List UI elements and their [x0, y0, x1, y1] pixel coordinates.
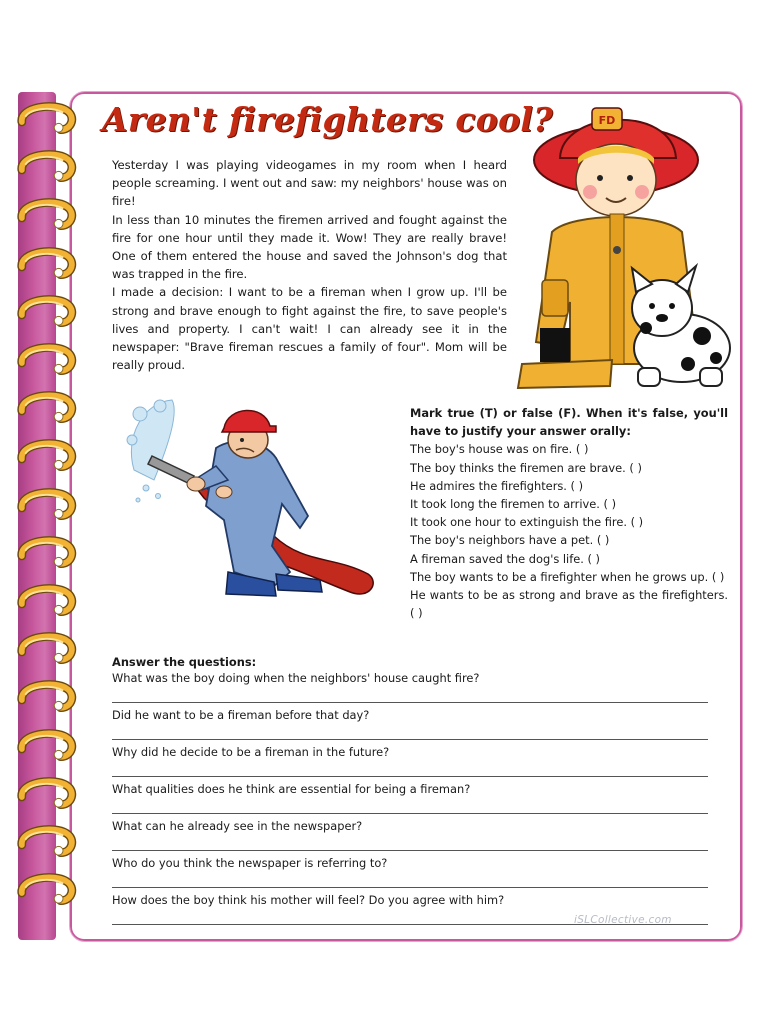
fireman-hose-illustration	[124, 396, 382, 614]
question-text: Who do you think the newspaper is referring to?	[112, 856, 388, 870]
binder-ring-icon	[16, 100, 78, 140]
binder-ring-icon	[16, 823, 78, 863]
binder-ring-icon	[16, 293, 78, 333]
binder-ring-icon	[16, 534, 78, 574]
question-item	[112, 819, 712, 856]
question-item	[112, 856, 712, 893]
true-false-item: A fireman saved the dog's life. ( )	[410, 551, 600, 566]
true-false-item: The boy's neighbors have a pet. ( )	[410, 533, 610, 548]
watermark: iSLCollective.com	[574, 914, 672, 926]
binder-ring-icon	[16, 727, 78, 767]
true-false-item: The boy's house was on fire. ( )	[410, 442, 589, 457]
true-false-item: He wants to be as strong and brave as the firefighters. ( )	[410, 588, 728, 621]
true-false-list	[410, 440, 728, 622]
answer-line[interactable]	[112, 850, 708, 851]
answer-line[interactable]	[112, 702, 708, 703]
question-text: What was the boy doing when the neighbors' house caught fire?	[112, 671, 480, 685]
true-false-item: He admires the firefighters. ( )	[410, 478, 584, 493]
true-false-item: The boy thinks the firemen are brave. ( )	[410, 460, 642, 475]
binder-ring-icon	[16, 245, 78, 285]
binder-ring-icon	[16, 582, 78, 622]
binder-ring-icon	[16, 437, 78, 477]
question-text: Did he want to be a fireman before that day?	[112, 708, 370, 722]
answer-line[interactable]	[112, 776, 708, 777]
question-item	[112, 708, 712, 745]
binder-ring-icon	[16, 486, 78, 526]
story-text	[112, 156, 507, 374]
question-text: How does the boy think his mother will feel? Do you agree with him?	[112, 893, 505, 907]
question-item	[112, 671, 712, 708]
binder-ring-icon	[16, 630, 78, 670]
boy-firefighter-illustration	[512, 102, 740, 396]
true-false-item: The boy wants to be a firefighter when he grows up. ( )	[410, 569, 725, 584]
binder-ring-icon	[16, 389, 78, 429]
binder-ring-icon	[16, 871, 78, 911]
binder-ring-icon	[16, 678, 78, 718]
story-paragraph: In less than 10 minutes the firemen arrived and fought against the fire for one hour until they made it. Wow! They are really brave! One of them entered the house and saved the Johnson's dog that was trapped in the fire.	[112, 212, 507, 282]
true-false-exercise	[410, 404, 728, 622]
binder-ring-icon	[16, 148, 78, 188]
true-false-item: It took long the firemen to arrive. ( )	[410, 497, 617, 512]
question-item	[112, 782, 712, 819]
story-paragraph: I made a decision: I want to be a fireman when I grow up. I'll be strong and brave enough to fight against the fire, to save people's lives and property. I can't wait! I can already see it in the newspaper: "Brave fireman rescues a family of four". Mom will be really proud.	[112, 285, 507, 373]
exercise-instruction: Mark true (T) or false (F). When it's false, you'll have to justify your answer orally:	[410, 406, 728, 439]
page-title: Aren't firefighters cool?	[102, 100, 553, 139]
answer-line[interactable]	[112, 813, 708, 814]
binder-ring-icon	[16, 341, 78, 381]
question-text: What qualities does he think are essential for being a fireman?	[112, 782, 471, 796]
question-item	[112, 745, 712, 782]
questions-section	[112, 655, 712, 930]
question-text: What can he already see in the newspaper?	[112, 819, 363, 833]
story-paragraph: Yesterday I was playing videogames in my room when I heard people screaming. I went out and saw: my neighbors' house was on fire!	[112, 158, 507, 209]
true-false-item: It took one hour to extinguish the fire. ( )	[410, 515, 644, 530]
questions-heading: Answer the questions:	[112, 655, 257, 669]
helmet-badge: FD	[598, 114, 616, 127]
question-text: Why did he decide to be a fireman in the future?	[112, 745, 390, 759]
answer-line[interactable]	[112, 739, 708, 740]
binder-ring-icon	[16, 196, 78, 236]
answer-line[interactable]	[112, 887, 708, 888]
binder-ring-icon	[16, 775, 78, 815]
